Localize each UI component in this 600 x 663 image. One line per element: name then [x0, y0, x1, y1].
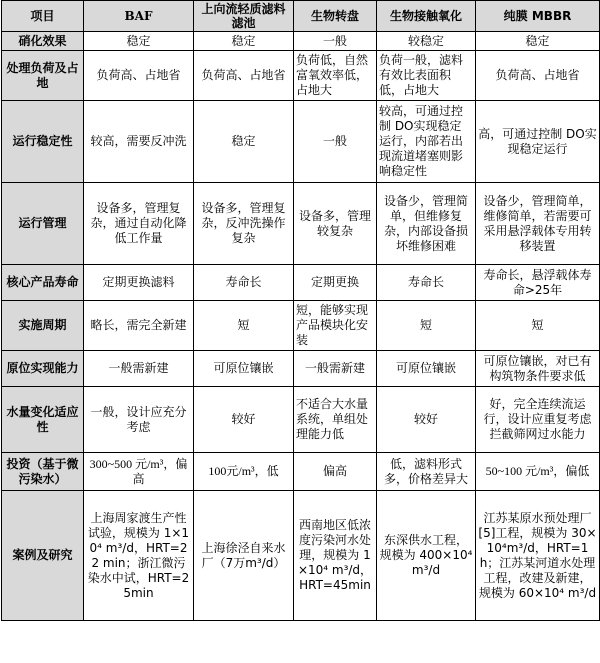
header-upflow-filter: 上向流轻质滤料滤池	[194, 1, 294, 32]
table-cell: 较稳定	[377, 32, 476, 51]
table-cell: 一般需新建	[84, 351, 194, 387]
table-cell: 负荷高、占地省	[476, 51, 600, 101]
table-row	[2, 101, 600, 183]
table-row	[2, 183, 600, 265]
table-cell: 较高，需要反冲洗	[84, 101, 194, 183]
table-cell: 寿命长，悬浮载体寿命>25年	[476, 265, 600, 301]
row-label: 投资（基于微污染水）	[2, 453, 84, 491]
table-cell: 定期更换滤料	[84, 265, 194, 301]
header-mbbr: 纯膜 MBBR	[476, 1, 600, 32]
table-cell: 一般	[294, 32, 377, 51]
table-cell: 寿命长	[194, 265, 294, 301]
table-cell: 西南地区低浓度污染河水处理，规模为 1×10⁴ m³/d，HRT=45min	[294, 491, 377, 621]
table-cell: 上海周家渡生产性试验，规模为 1×10⁴ m³/d，HRT=22 min；浙江微污染水中试，HRT=25min	[84, 491, 194, 621]
table-cell: 负荷高、占地省	[194, 51, 294, 101]
table-cell: 低，滤料形式多，价格差异大	[377, 453, 476, 491]
table-cell: 可原位镶嵌，对已有构筑物条件要求低	[476, 351, 600, 387]
table-cell: 设备少，管理简单，但维修复杂，内部设备损坏维修困难	[377, 183, 476, 265]
table-cell: 300~500 元/m³，偏高	[84, 453, 194, 491]
table-cell: 设备多，管理复杂，反冲洗操作复杂	[194, 183, 294, 265]
table-cell: 上海徐泾自来水厂（7万m³/d）	[194, 491, 294, 621]
table-cell: 设备多，管理较复杂	[294, 183, 377, 265]
table-cell: 稳定	[476, 32, 600, 51]
table-cell: 负荷高、占地省	[84, 51, 194, 101]
table-cell: 江苏某原水预处理厂[5]工程，规模为 30×10⁴m³/d，HRT=1 h；江苏某河道水处理工程，改建及新建，规模为 60×10⁴ m³/d	[476, 491, 600, 621]
row-label: 案例及研究	[2, 491, 84, 621]
table-cell: 略长，需完全新建	[84, 301, 194, 351]
table-cell: 50~100 元/m³，偏低	[476, 453, 600, 491]
table-cell: 短	[194, 301, 294, 351]
table-cell: 可原位镶嵌	[194, 351, 294, 387]
header-row	[2, 1, 600, 32]
table-cell: 偏高	[294, 453, 377, 491]
table-row	[2, 387, 600, 453]
row-label: 原位实现能力	[2, 351, 84, 387]
table-row	[2, 51, 600, 101]
table-cell: 高，可通过控制 DO实现稳定运行	[476, 101, 600, 183]
table-cell: 短，能够实现产品模块化安装	[294, 301, 377, 351]
table-cell: 短	[377, 301, 476, 351]
table-cell: 设备少，管理简单，维修简单，若需要可采用悬浮载体专用转移装置	[476, 183, 600, 265]
table-cell: 设备多，管理复杂，通过自动化降低工作量	[84, 183, 194, 265]
table-cell: 稳定	[194, 101, 294, 183]
header-item: 项目	[2, 1, 84, 32]
table-cell: 一般需新建	[294, 351, 377, 387]
table-row	[2, 491, 600, 621]
header-rotating-disc: 生物转盘	[294, 1, 377, 32]
row-label: 处理负荷及占地	[2, 51, 84, 101]
table-cell: 可原位镶嵌	[377, 351, 476, 387]
table-cell: 稳定	[84, 32, 194, 51]
table-cell: 寿命长	[377, 265, 476, 301]
row-label: 硝化效果	[2, 32, 84, 51]
row-label: 实施周期	[2, 301, 84, 351]
table-row	[2, 301, 600, 351]
table-cell: 较好	[377, 387, 476, 453]
table-cell: 一般，设计应充分考虑	[84, 387, 194, 453]
table-cell: 较好	[194, 387, 294, 453]
header-baf: BAF	[84, 1, 194, 32]
header-contact-oxidation: 生物接触氧化	[377, 1, 476, 32]
table-row	[2, 453, 600, 491]
row-label: 核心产品寿命	[2, 265, 84, 301]
row-label: 运行稳定性	[2, 101, 84, 183]
comparison-table	[1, 0, 600, 621]
row-label: 运行管理	[2, 183, 84, 265]
row-label: 水量变化适应性	[2, 387, 84, 453]
table-cell: 短	[476, 301, 600, 351]
table-cell: 一般	[294, 101, 377, 183]
table-cell: 较高，可通过控制 DO实现稳定运行，内部若出现流道堵塞则影响稳定性	[377, 101, 476, 183]
table-row	[2, 351, 600, 387]
table-cell: 定期更换	[294, 265, 377, 301]
table-cell: 不适合大水量系统，单组处理能力低	[294, 387, 377, 453]
table-row	[2, 265, 600, 301]
table-cell: 好，完全连续流运行，设计应重复考虑拦截筛网过水能力	[476, 387, 600, 453]
table-cell: 东深供水工程，规模为 400×10⁴ m³/d	[377, 491, 476, 621]
table-row	[2, 32, 600, 51]
table-cell: 100元/m³，低	[194, 453, 294, 491]
table-cell: 负荷一般，滤料有效比表面积低，占地大	[377, 51, 476, 101]
table-cell: 负荷低，自然富氧效率低，占地大	[294, 51, 377, 101]
table-cell: 稳定	[194, 32, 294, 51]
